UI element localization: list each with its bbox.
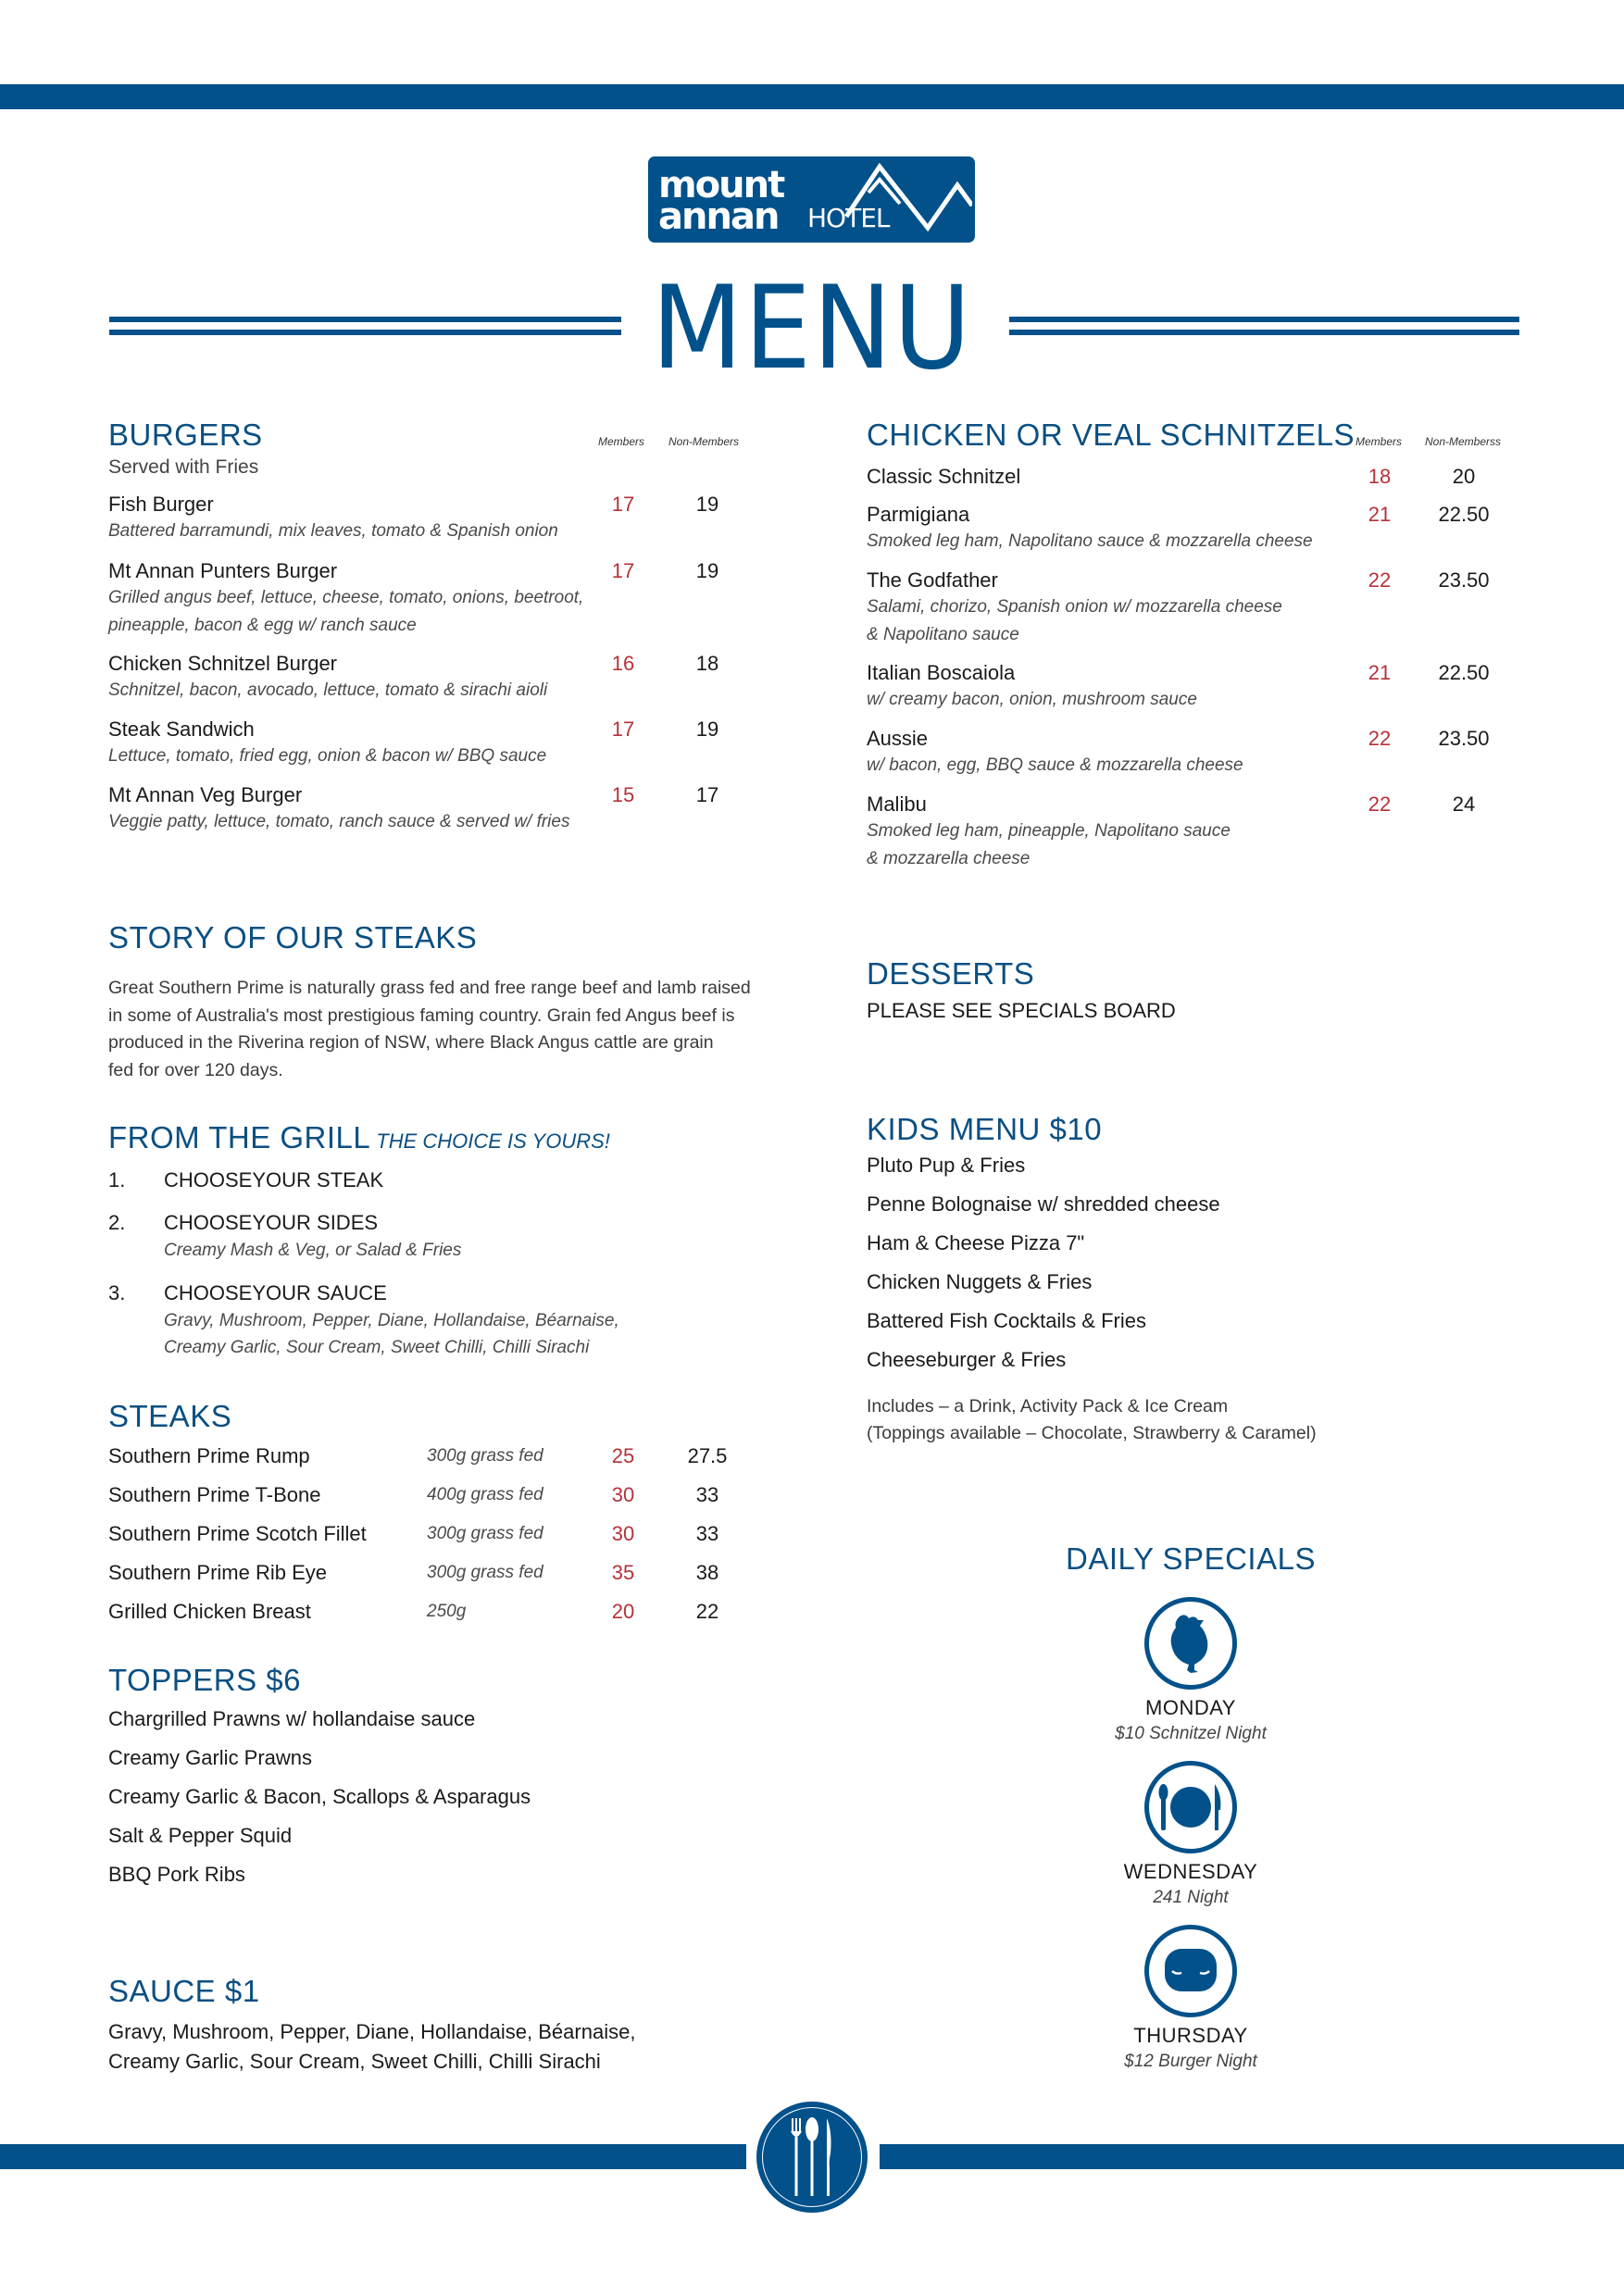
steaks-heading: STEAKS — [108, 1399, 232, 1433]
member-price: 22 — [1368, 727, 1392, 750]
topper-item: BBQ Pork Ribs — [108, 1863, 245, 1886]
title-rule-right-bottom — [1009, 330, 1519, 335]
special-thursday — [1052, 1925, 1330, 2075]
step-label: CHOOSEYOUR SIDES — [164, 1211, 379, 1234]
step-detail: Gravy, Mushroom, Pepper, Diane, Hollandaise, Béarnaise, — [164, 1311, 619, 1330]
hotel-logo — [648, 156, 975, 243]
member-price: 20 — [611, 1600, 635, 1623]
non-member-price: 23.50 — [1438, 568, 1490, 592]
cutlery-icon — [762, 2107, 862, 2207]
logo-text-mount: mount — [658, 164, 784, 206]
non-member-price: 17 — [695, 783, 719, 806]
desserts-note: PLEASE SEE SPECIALS BOARD — [867, 999, 1176, 1022]
topper-item: Chargrilled Prawns w/ hollandaise sauce — [108, 1707, 476, 1730]
member-price: 35 — [611, 1561, 635, 1584]
item-name: Aussie — [867, 727, 929, 750]
toppers-heading: TOPPERS $6 — [108, 1663, 301, 1697]
item-weight: 400g grass fed — [427, 1485, 543, 1504]
item-name: Classic Schnitzel — [867, 465, 1021, 488]
kids-item: Cheeseburger & Fries — [867, 1348, 1067, 1371]
item-name: Italian Boscaiola — [867, 661, 1016, 684]
member-price: 16 — [611, 652, 635, 675]
desserts-heading: DESSERTS — [867, 956, 1035, 991]
story-line: Great Southern Prime is naturally grass fed and free range beef and lamb raised — [108, 978, 751, 998]
item-weight: 250g — [427, 1602, 467, 1621]
steaks-section — [108, 1398, 775, 1639]
member-price: 21 — [1368, 661, 1392, 684]
topper-item: Creamy Garlic & Bacon, Scallops & Asparagus — [108, 1785, 531, 1808]
non-member-price: 24 — [1452, 792, 1476, 816]
special-day: WEDNESDAY — [1123, 1860, 1258, 1883]
menu-item — [867, 502, 1533, 555]
item-description-cont: & mozzarella cheese — [867, 849, 1031, 868]
member-price: 17 — [611, 493, 635, 516]
menu-item — [108, 782, 775, 836]
item-name: Southern Prime Rib Eye — [108, 1561, 327, 1584]
grill-heading — [108, 1119, 775, 1160]
burgers-subtitle: Served with Fries — [108, 456, 259, 478]
item-description: Salami, chorizo, Spanish onion w/ mozzarella cheese — [867, 597, 1282, 617]
kids-item: Chicken Nuggets & Fries — [867, 1270, 1093, 1293]
member-price: 22 — [1368, 792, 1392, 816]
special-day: THURSDAY — [1133, 2024, 1248, 2047]
item-description: Smoked leg ham, pineapple, Napolitano sauce — [867, 821, 1230, 841]
item-description-cont: & Napolitano sauce — [867, 625, 1019, 644]
member-price: 30 — [611, 1522, 635, 1545]
steak-row — [108, 1443, 775, 1471]
member-price: 22 — [1368, 568, 1392, 592]
grill-title: FROM THE GRILL — [108, 1120, 371, 1154]
kids-item: Penne Bolognaise w/ shredded cheese — [867, 1192, 1220, 1216]
item-name: Mt Annan Punters Burger — [108, 559, 338, 582]
special-monday — [1052, 1597, 1330, 1747]
plate-cutlery-icon — [1144, 1761, 1237, 1853]
step-number: 2. — [108, 1211, 126, 1234]
member-price: 25 — [611, 1444, 635, 1467]
item-description: Battered barramundi, mix leaves, tomato & Spanish onion — [108, 521, 558, 541]
page-title: MENU — [651, 262, 973, 395]
item-name: Steak Sandwich — [108, 718, 255, 741]
schnitzels-col-members: Members — [1355, 435, 1403, 448]
burgers-col-non-members: Non-Members — [668, 435, 740, 448]
schnitzels-heading: CHICKEN OR VEAL SCHNITZELS — [867, 418, 1355, 452]
logo-text-hotel: HOTEL — [807, 203, 890, 233]
menu-item — [867, 792, 1533, 873]
sauce-line: Creamy Garlic, Sour Cream, Sweet Chilli, Chilli Sirachi — [108, 2050, 601, 2073]
menu-item — [108, 492, 775, 545]
desserts-section — [867, 955, 1533, 1024]
schnitzels-section — [867, 417, 1533, 889]
non-member-price: 18 — [695, 652, 719, 675]
member-price: 21 — [1368, 503, 1392, 526]
kids-toppings: (Toppings available – Chocolate, Strawberry & Caramel) — [867, 1423, 1317, 1443]
item-description: Grilled angus beef, lettuce, cheese, tomato, onions, beetroot, — [108, 588, 584, 607]
non-member-price: 19 — [695, 718, 719, 741]
story-heading: STORY OF OUR STEAKS — [108, 920, 478, 955]
menu-title-block — [0, 262, 1624, 395]
item-name: Southern Prime Scotch Fillet — [108, 1522, 367, 1545]
menu-item — [867, 464, 1533, 490]
burgers-heading: BURGERS — [108, 418, 263, 452]
mountain-icon — [843, 161, 972, 235]
item-description: Veggie patty, lettuce, tomato, ranch sauce & served w/ fries — [108, 812, 570, 831]
item-name: The Godfather — [867, 568, 998, 592]
item-description: Schnitzel, bacon, avocado, lettuce, tomato & sirachi aioli — [108, 680, 548, 700]
menu-item — [108, 558, 775, 640]
kids-item: Pluto Pup & Fries — [867, 1154, 1026, 1177]
item-weight: 300g grass fed — [427, 1563, 543, 1582]
item-name: Parmigiana — [867, 503, 970, 526]
non-member-price: 20 — [1452, 465, 1476, 488]
non-member-price: 22 — [695, 1600, 719, 1623]
burgers-section — [108, 417, 775, 842]
member-price: 18 — [1368, 465, 1392, 488]
burgers-col-members: Members — [598, 435, 645, 448]
steak-row — [108, 1560, 775, 1588]
title-rule-right-top — [1009, 317, 1519, 322]
sauce-line: Gravy, Mushroom, Pepper, Diane, Hollandaise, Béarnaise, — [108, 2020, 636, 2043]
item-name: Chicken Schnitzel Burger — [108, 652, 338, 675]
grill-tagline: THE CHOICE IS YOURS! — [376, 1129, 610, 1153]
sauce-heading: SAUCE $1 — [108, 1974, 260, 2008]
kids-item: Ham & Cheese Pizza 7" — [867, 1231, 1085, 1254]
kids-includes: Includes – a Drink, Activity Pack & Ice Cream — [867, 1396, 1229, 1416]
member-price: 17 — [611, 559, 635, 582]
menu-item — [108, 717, 775, 770]
non-member-price: 19 — [695, 493, 719, 516]
logo-text-annan: annan — [658, 195, 779, 238]
step-number: 1. — [108, 1168, 126, 1192]
menu-item — [867, 660, 1533, 714]
sauce-section — [108, 1973, 775, 2077]
kids-heading: KIDS MENU $10 — [867, 1112, 1103, 1146]
non-member-price: 27.5 — [687, 1444, 728, 1467]
item-name: Southern Prime Rump — [108, 1444, 310, 1467]
item-name: Malibu — [867, 792, 927, 816]
non-member-price: 22.50 — [1438, 503, 1490, 526]
step-label: CHOOSEYOUR SAUCE — [164, 1281, 387, 1304]
special-note: 241 Night — [1153, 1888, 1229, 1907]
special-wednesday — [1052, 1761, 1330, 1911]
item-name: Grilled Chicken Breast — [108, 1600, 311, 1623]
steak-row — [108, 1521, 775, 1549]
chicken-icon — [1144, 1597, 1237, 1690]
non-member-price: 38 — [695, 1561, 719, 1584]
story-line: produced in the Riverina region of NSW, where Black Angus cattle are grain — [108, 1032, 714, 1053]
story-line: fed for over 120 days. — [108, 1059, 283, 1080]
footer-bar-left — [0, 2144, 746, 2169]
member-price: 30 — [611, 1483, 635, 1506]
footer-bar-right — [880, 2144, 1624, 2169]
menu-item — [108, 651, 775, 705]
menu-item — [867, 726, 1533, 780]
non-member-price: 33 — [695, 1483, 719, 1506]
item-name: Fish Burger — [108, 493, 214, 516]
item-weight: 300g grass fed — [427, 1524, 543, 1543]
step-label: CHOOSEYOUR STEAK — [164, 1168, 384, 1192]
footer-emblem — [756, 2102, 868, 2213]
special-note: $12 Burger Night — [1124, 2052, 1257, 2071]
toppers-section — [108, 1662, 775, 1888]
topper-item: Salt & Pepper Squid — [108, 1824, 293, 1847]
kids-item: Battered Fish Cocktails & Fries — [867, 1309, 1146, 1332]
kids-section — [867, 1111, 1533, 1447]
special-day: MONDAY — [1145, 1696, 1236, 1719]
item-name: Southern Prime T-Bone — [108, 1483, 321, 1506]
item-weight: 300g grass fed — [427, 1446, 543, 1466]
step-detail-cont: Creamy Garlic, Sour Cream, Sweet Chilli, Chilli Sirachi — [164, 1338, 590, 1357]
burger-icon — [1144, 1925, 1237, 2017]
item-description-cont: pineapple, bacon & egg w/ ranch sauce — [108, 616, 417, 635]
specials-heading: DAILY SPECIALS — [1066, 1541, 1316, 1576]
item-description: w/ creamy bacon, onion, mushroom sauce — [867, 690, 1197, 709]
story-line: in some of Australia's most prestigious faming country. Grain fed Angus beef is — [108, 1004, 735, 1026]
menu-item — [867, 568, 1533, 649]
steak-row — [108, 1482, 775, 1510]
grill-section — [108, 1119, 775, 1357]
topper-item: Creamy Garlic Prawns — [108, 1746, 313, 1769]
steak-row — [108, 1599, 775, 1627]
non-member-price: 33 — [695, 1522, 719, 1545]
member-price: 17 — [611, 718, 635, 741]
non-member-price: 19 — [695, 559, 719, 582]
step-number: 3. — [108, 1281, 126, 1304]
schnitzels-col-non-members: Non-Memberss — [1425, 435, 1502, 448]
top-banner-bar — [0, 84, 1624, 109]
item-description: w/ bacon, egg, BBQ sauce & mozzarella cheese — [867, 755, 1243, 775]
non-member-price: 23.50 — [1438, 727, 1490, 750]
story-section — [108, 919, 793, 1084]
item-description: Smoked leg ham, Napolitano sauce & mozzarella cheese — [867, 531, 1313, 551]
special-note: $10 Schnitzel Night — [1115, 1724, 1267, 1743]
item-name: Mt Annan Veg Burger — [108, 783, 303, 806]
non-member-price: 22.50 — [1438, 661, 1490, 684]
item-description: Lettuce, tomato, fried egg, onion & bacon w/ BBQ sauce — [108, 746, 547, 766]
member-price: 15 — [611, 783, 635, 806]
step-detail: Creamy Mash & Veg, or Salad & Fries — [164, 1241, 462, 1260]
